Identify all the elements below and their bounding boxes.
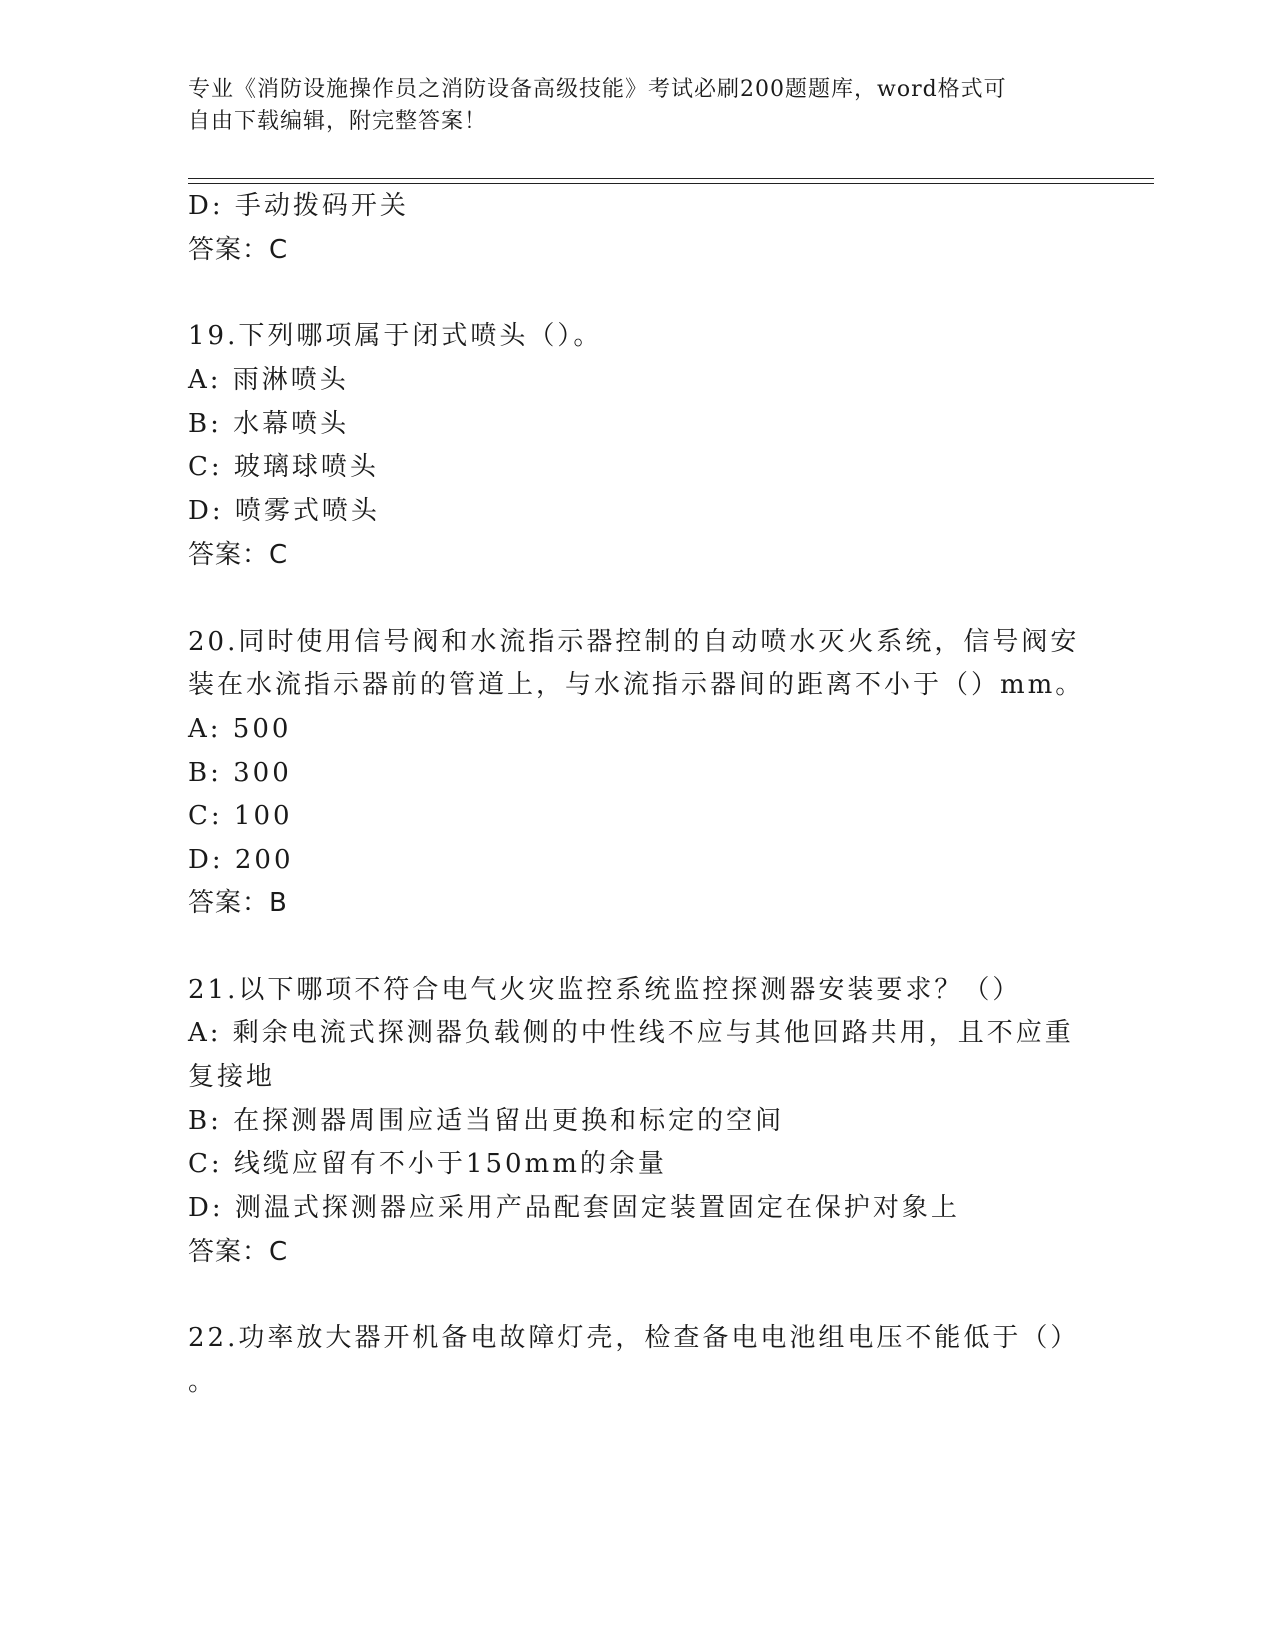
q20-option-c: C: 100: [188, 801, 293, 831]
q21-option-b: B: 在探测器周围应适当留出更换和标定的空间: [188, 1106, 785, 1136]
q20-stem-line-1: 20.同时使用信号阀和水流指示器控制的自动喷水灭火系统，信号阀安: [188, 627, 1080, 657]
q20-answer: 答案：B: [188, 888, 288, 918]
q19-answer: 答案：C: [188, 540, 289, 570]
header-rule-top: [188, 178, 1154, 179]
q21-option-a-line-2: 复接地: [188, 1062, 276, 1092]
q21-option-d: D: 测温式探测器应采用产品配套固定装置固定在保护对象上: [188, 1193, 960, 1223]
q19-stem: 19.下列哪项属于闭式喷头（）。: [188, 321, 603, 351]
document-header: [188, 74, 1088, 138]
q20-stem-line-2: 装在水流指示器前的管道上，与水流指示器间的距离不小于（）mm。: [188, 670, 1085, 700]
header-line-2: 自由下载编辑，附完整答案！: [188, 109, 488, 134]
q20-option-d: D: 200: [188, 845, 294, 875]
q19-option-c: C: 玻璃球喷头: [188, 452, 379, 482]
q21-option-a-line-1: A: 剩余电流式探测器负载侧的中性线不应与其他回路共用，且不应重: [188, 1018, 1074, 1048]
q21-answer: 答案：C: [188, 1237, 289, 1267]
q19-option-a: A: 雨淋喷头: [188, 365, 349, 395]
q21-stem: 21.以下哪项不符合电气火灾监控系统监控探测器安装要求？（）: [188, 975, 1022, 1005]
q20-option-a: A: 500: [188, 714, 292, 744]
q22-stem-line-1: 22.功率放大器开机备电故障灯壳，检查备电电池组电压不能低于（）: [188, 1323, 1080, 1353]
q21-option-c: C: 线缆应留有不小于150mm的余量: [188, 1149, 667, 1179]
q19-option-d: D: 喷雾式喷头: [188, 496, 380, 526]
q19-option-b: B: 水幕喷头: [188, 409, 350, 439]
q22-stem-line-2: 。: [188, 1367, 218, 1397]
prev-option-d: D: 手动拨码开关: [188, 191, 409, 221]
header-line-1: 专业《消防设施操作员之消防设备高级技能》考试必刷200题题库，word格式可: [188, 77, 1007, 102]
prev-answer: 答案：C: [188, 235, 289, 265]
header-rule-bottom: [188, 183, 1154, 184]
q20-option-b: B: 300: [188, 758, 292, 788]
